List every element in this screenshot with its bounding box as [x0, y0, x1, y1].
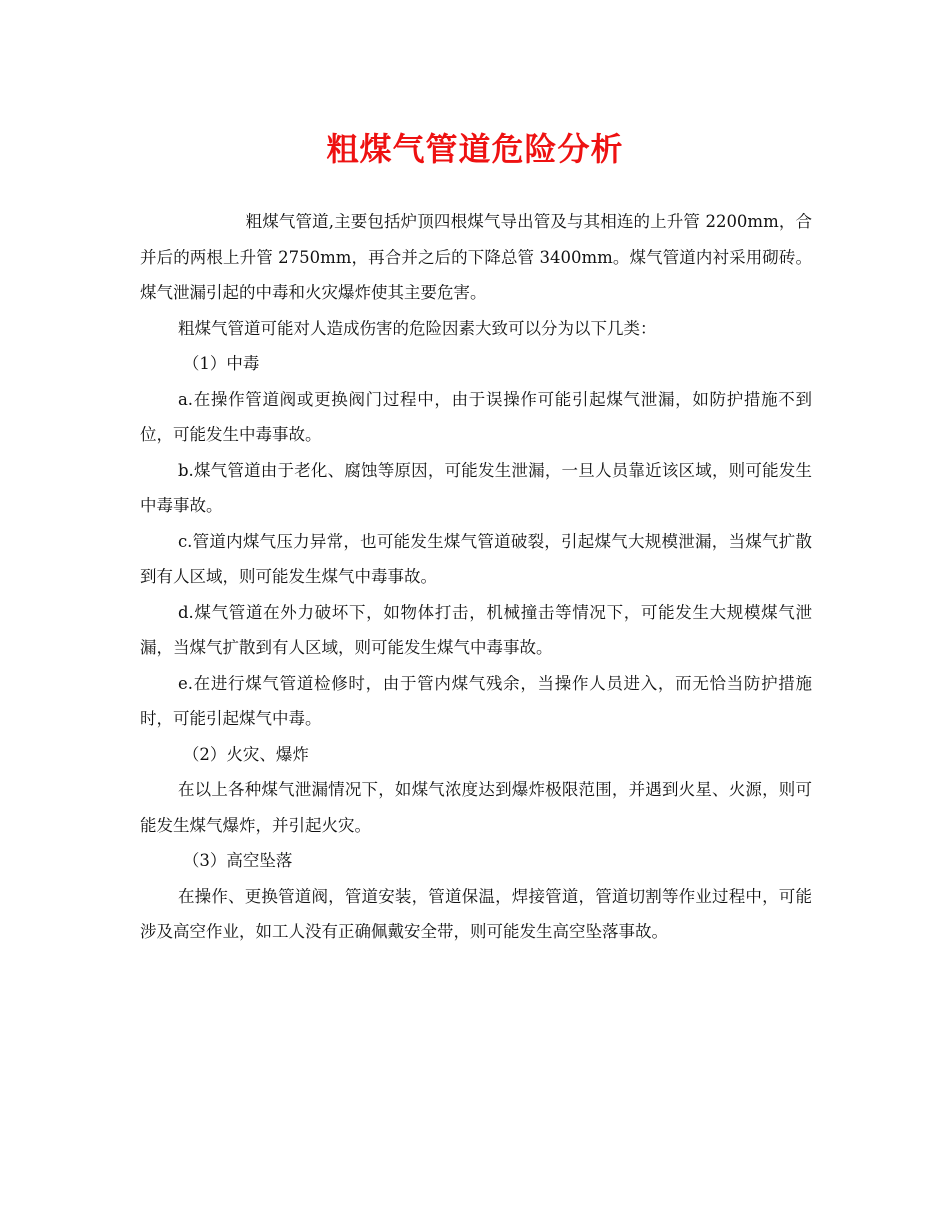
- poisoning-item-b: b.煤气管道由于老化、腐蚀等原因，可能发生泄漏，一旦人员靠近该区域，则可能发生中毒事故。: [140, 460, 812, 515]
- poisoning-item-c: c.管道内煤气压力异常，也可能发生煤气管道破裂，引起煤气大规模泄漏，当煤气扩散到有人区域，则可能发生煤气中毒事故。: [140, 531, 812, 586]
- poisoning-item-d: d.煤气管道在外力破坏下，如物体打击，机械撞击等情况下，可能发生大规模煤气泄漏，当煤气扩散到有人区域，则可能发生煤气中毒事故。: [140, 602, 812, 657]
- document-body: [140, 204, 812, 950]
- fire-explosion-paragraph: 在以上各种煤气泄漏情况下，如煤气浓度达到爆炸极限范围，并遇到火星、火源，则可能发生煤气爆炸，并引起火灾。: [140, 780, 812, 835]
- hazard-overview-paragraph: 粗煤气管道可能对人造成伤害的危险因素大致可以分为以下几类：: [177, 318, 657, 338]
- section-heading-poisoning: （1）中毒: [182, 354, 260, 373]
- poisoning-item-e: e.在进行煤气管道检修时，由于管内煤气残余，当操作人员进入，而无恰当防护措施时，可能引起煤气中毒。: [140, 673, 812, 728]
- intro-paragraph: 粗煤气管道,主要包括炉顶四根煤气导出管及与其相连的上升管 2200mm，合并后的两根上升管 2750mm，再合并之后的下降总管 3400mm。煤气管道内衬采用砌砖。煤气泄漏引起的中毒和火灾爆炸使其主要危害。: [140, 212, 812, 302]
- poisoning-item-a: a.在操作管道阀或更换阀门过程中，由于误操作可能引起煤气泄漏，如防护措施不到位，可能发生中毒事故。: [140, 389, 812, 444]
- section-heading-falling: （3）高空坠落: [182, 851, 293, 870]
- document-title: 粗煤气管道危险分析: [326, 130, 624, 168]
- section-heading-fire-explosion: （2）火灾、爆炸: [182, 744, 309, 764]
- falling-paragraph: 在操作、更换管道阀，管道安装，管道保温，焊接管道，管道切割等作业过程中，可能涉及高空作业，如工人没有正确佩戴安全带，则可能发生高空坠落事故。: [140, 886, 812, 941]
